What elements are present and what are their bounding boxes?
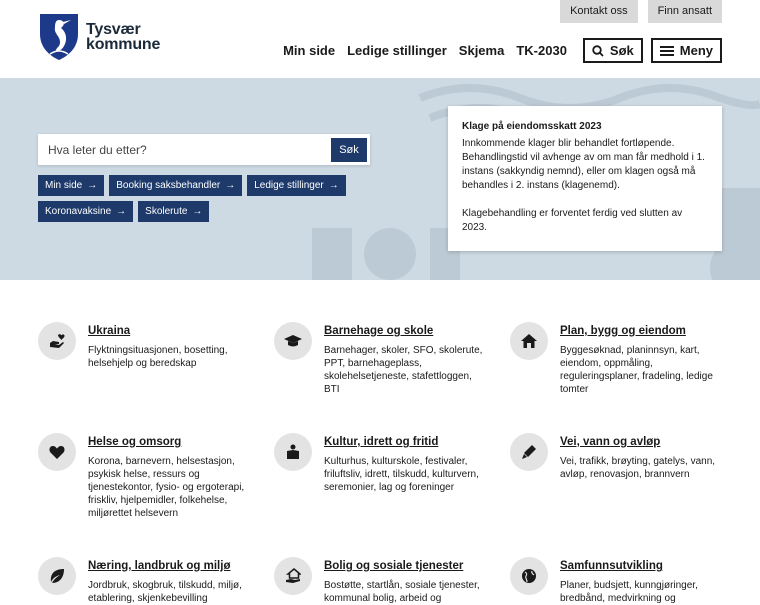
category-title[interactable]: Vei, vann og avløp bbox=[560, 436, 661, 448]
arrow-right-icon: → bbox=[328, 180, 339, 191]
nav-tk-2030[interactable]: TK-2030 bbox=[516, 43, 567, 58]
logo-line1: Tysvær bbox=[86, 21, 141, 38]
quick-link-skolerute[interactable] bbox=[138, 201, 209, 222]
nav-skjema[interactable]: Skjema bbox=[458, 43, 505, 58]
main-nav bbox=[283, 38, 722, 63]
hand-heart-icon bbox=[38, 322, 76, 360]
search-submit-button[interactable]: Søk bbox=[331, 138, 367, 162]
category-title[interactable]: Bolig og sosiale tjenester bbox=[324, 560, 464, 572]
menu-button[interactable] bbox=[651, 38, 722, 63]
category-desc: Kulturhus, kulturskole, festivaler, friluftsliv, idrett, tilskudd, kulturvern, seremonier, lag og foreninger bbox=[324, 456, 479, 493]
category-title[interactable]: Næring, landbruk og miljø bbox=[88, 560, 231, 572]
nav-ledige-stillinger[interactable]: Ledige stillinger bbox=[347, 43, 447, 58]
search-toggle-label: Søk bbox=[609, 43, 634, 58]
category-desc: Flyktningsituasjonen, bosetting, helsehjelp og beredskap bbox=[88, 345, 228, 369]
category-desc: Bostøtte, startlån, sosiale tjenester, kommunal bolig, arbeid og bbox=[324, 580, 480, 604]
category-title[interactable]: Kultur, idrett og fritid bbox=[324, 436, 439, 448]
home-hand-icon bbox=[274, 557, 312, 595]
coat-of-arms-icon bbox=[38, 12, 80, 62]
logo-line2: kommune bbox=[86, 36, 161, 53]
tap-icon bbox=[510, 433, 548, 471]
quick-links bbox=[38, 175, 368, 222]
contact-button[interactable]: Kontakt oss bbox=[560, 0, 637, 23]
arrow-right-icon: → bbox=[192, 206, 203, 217]
category-title[interactable]: Samfunnsutvikling bbox=[560, 560, 663, 572]
search-box bbox=[38, 134, 370, 165]
graduation-cap-icon bbox=[274, 322, 312, 360]
leaf-icon bbox=[38, 557, 76, 595]
arrow-right-icon: → bbox=[87, 180, 98, 191]
quick-link-ledige-stillinger[interactable] bbox=[247, 175, 346, 196]
search-icon bbox=[592, 45, 604, 57]
menu-label: Meny bbox=[679, 43, 713, 58]
arrow-right-icon: → bbox=[225, 180, 236, 191]
site-header bbox=[0, 0, 760, 78]
hamburger-icon bbox=[660, 45, 674, 57]
logo-text bbox=[86, 22, 160, 52]
category-desc: Vei, trafikk, brøyting, gatelys, vann, avløp, renovasjon, brannvern bbox=[560, 456, 716, 480]
category-title[interactable]: Ukraina bbox=[88, 325, 131, 337]
heart-icon bbox=[38, 433, 76, 471]
quick-link-label: Booking saksbehandler bbox=[116, 180, 221, 191]
category-title[interactable]: Barnehage og skole bbox=[324, 325, 434, 337]
category-desc: Korona, barnevern, helsestasjon, psykisk helse, ressurs og tjenestekontor, fysio- og ergoterapi, friskliv, hjelpemidler, folkehelse, miljørettet helsevern bbox=[88, 456, 245, 519]
quick-link-label: Ledige stillinger bbox=[254, 180, 324, 191]
category-desc: Barnehager, skoler, SFO, skolerute, PPT, barnehageplass, skolehelsetjeneste, stafettloggen, BTI bbox=[324, 345, 483, 395]
utility-links bbox=[560, 0, 722, 23]
quick-link-min-side[interactable] bbox=[38, 175, 104, 196]
category-desc: Jordbruk, skogbruk, tilskudd, miljø, etablering, skjenkebevilling bbox=[88, 580, 242, 604]
notice-title: Klage på eiendomsskatt 2023 bbox=[462, 121, 602, 132]
nav-min-side[interactable]: Min side bbox=[283, 43, 336, 58]
quick-link-label: Koronavaksine bbox=[45, 206, 112, 217]
category-title[interactable]: Helse og omsorg bbox=[88, 436, 182, 448]
notice-paragraph-1: Innkommende klager blir behandlet fortløpende. Behandlingstid vil avhenge av om man får medhold i 1. instans (sakkyndig nemnd), eller om klagen også må behandles i 2. instans (klagenemd). bbox=[462, 138, 705, 191]
quick-link-koronavaksine[interactable] bbox=[38, 201, 133, 222]
category-title[interactable]: Plan, bygg og eiendom bbox=[560, 325, 686, 337]
quick-link-booking[interactable] bbox=[109, 175, 242, 196]
notice-paragraph-2: Klagebehandling er forventet ferdig ved slutten av 2023. bbox=[462, 208, 683, 233]
category-desc: Planer, budsjett, kunngjøringer, bredbånd, medvirkning og bbox=[560, 580, 698, 604]
category-desc: Byggesøknad, planinnsyn, kart, eiendom, oppmåling, reguleringsplaner, fradeling, ledige tomter bbox=[560, 345, 713, 395]
globe-icon bbox=[510, 557, 548, 595]
logo[interactable] bbox=[38, 12, 160, 62]
person-icon bbox=[274, 433, 312, 471]
house-icon bbox=[510, 322, 548, 360]
notice-card bbox=[448, 106, 722, 251]
arrow-right-icon: → bbox=[116, 206, 127, 217]
quick-link-label: Min side bbox=[45, 180, 83, 191]
hero-section bbox=[0, 78, 760, 280]
search-input[interactable] bbox=[38, 134, 331, 165]
search-toggle-button[interactable] bbox=[583, 38, 643, 63]
quick-link-label: Skolerute bbox=[145, 206, 188, 217]
find-employee-button[interactable]: Finn ansatt bbox=[648, 0, 722, 23]
